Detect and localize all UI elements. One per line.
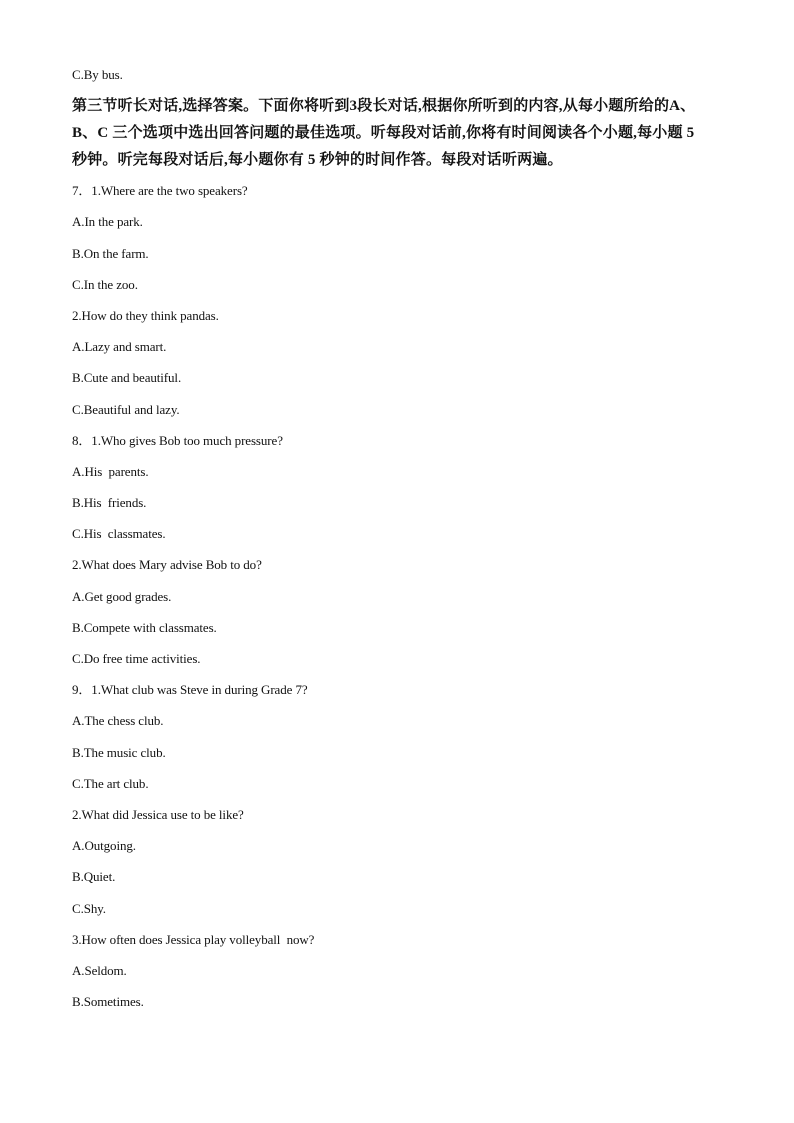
option-line: A.Get good grades. (72, 588, 172, 604)
option-line: C.Shy. (72, 900, 106, 916)
option-line: C.His classmates. (72, 526, 166, 542)
option-line: C.In the zoo. (72, 276, 138, 292)
option-line: B.Cute and beautiful. (72, 370, 182, 386)
section-heading-line-1: 第三节听长对话,选择答案。下面你将听到3段长对话,根据你所听到的内容,从每小题所给的A、 (72, 98, 696, 115)
option-line: A.In the park. (72, 214, 143, 230)
option-line: B.His friends. (72, 495, 147, 511)
document-page (72, 64, 732, 1022)
question-9-1: 9．1.What club was Steve in during Grade 7? (72, 682, 308, 698)
option-line: C.Beautiful and lazy. (72, 401, 180, 417)
option-line: A.The chess club. (72, 713, 164, 729)
option-line: C.The art club. (72, 775, 149, 791)
option-line: B.The music club. (72, 744, 166, 760)
section-heading-line-3: 秒钟。听完每段对话后,每小题你有 5 秒钟的时间作答。每段对话听两遍。 (72, 152, 563, 169)
option-line: B.Sometimes. (72, 994, 144, 1010)
option-line: A.Seldom. (72, 962, 127, 978)
section-heading-line-2: B、C 三个选项中选出回答问题的最佳选项。听每段对话前,你将有时间阅读各个小题,每小题 5 (72, 125, 695, 142)
option-line: B.On the farm. (72, 245, 149, 261)
option-line: B.Compete with classmates. (72, 619, 217, 635)
option-line: A.Lazy and smart. (72, 339, 167, 355)
section-heading (72, 91, 732, 176)
option-line: A.Outgoing. (72, 838, 136, 854)
option-line: B.Quiet. (72, 869, 116, 885)
question-8-2: 2.What does Mary advise Bob to do? (72, 557, 262, 573)
option-line: A.His parents. (72, 463, 149, 479)
option-c-by-bus: C.By bus. (72, 67, 123, 82)
question-9-3: 3.How often does Jessica play volleyball now? (72, 931, 315, 947)
question-7-2: 2.How do they think pandas. (72, 307, 219, 323)
question-8-1: 8．1.Who gives Bob too much pressure? (72, 432, 283, 448)
question-7-1: 7．1.Where are the two speakers? (72, 183, 248, 199)
question-9-2: 2.What did Jessica use to be like? (72, 806, 244, 822)
option-line: C.Do free time activities. (72, 651, 201, 666)
